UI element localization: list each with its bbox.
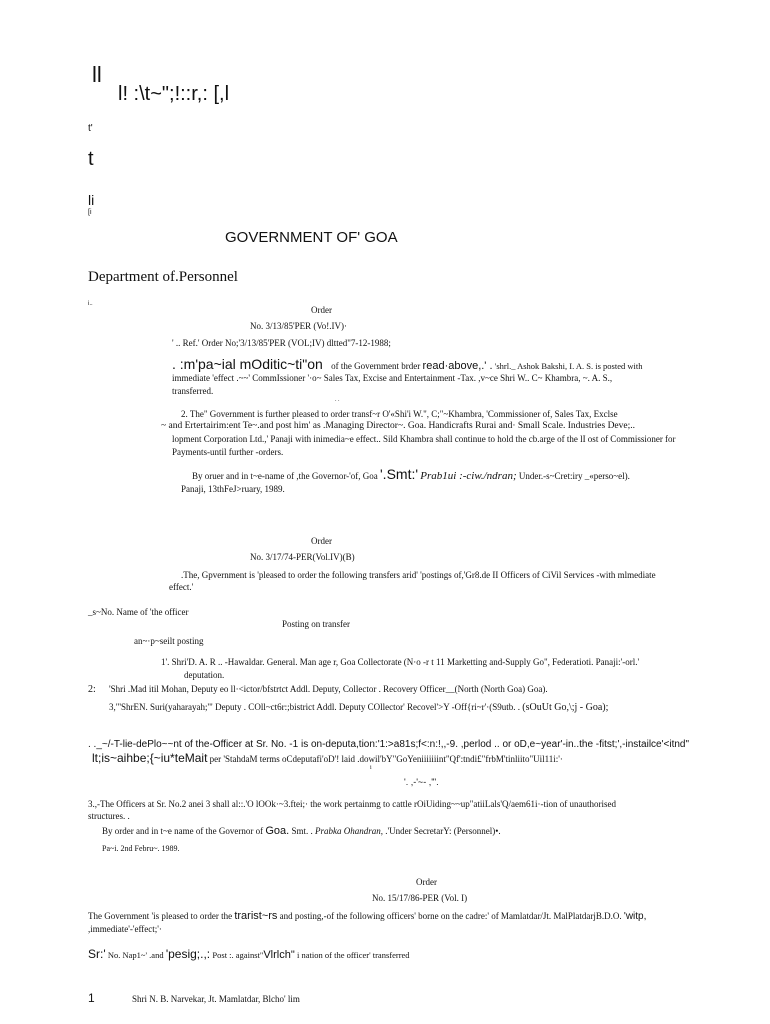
paragraph-line: effect.' — [169, 582, 194, 592]
paragraph-line: . ._~/-T-lie-dePlo~~nt of the-Officer at Sr. No. -1 is on-deputa,tion:'1:>a81s;f<:n:!,,-9. ,perlod .. or oD,e~year'-in..the -fitst;',-instailce'<itnd" — [88, 739, 690, 750]
paragraph-line: 3.,-The Officers at Sr. No.2 anei 3 shall al::.'O lOOk·~3.ftei;· the work pertainmg to cattle rOiUiding~~up"atiiLals'Q/aem61i·-tion of unauthorised — [88, 799, 616, 809]
order-number: No. 3/13/85'PER (Vo!.IV)· — [250, 321, 347, 331]
paragraph-line — [92, 752, 563, 764]
order-reference: ' .. Ref.' Order No;'3/13/85'PER (VOL;IV) dltted"7-12-1988; — [172, 338, 391, 348]
paragraph-fragment: lt;is~aihbe;{~iu*teMait — [92, 751, 208, 765]
paragraph-line — [88, 911, 646, 922]
table-row — [109, 703, 608, 713]
paragraph-line: lopment Corporation Ltd.,' Panaji with inimedia~e effect.. Sild Khambra shall continue to hold the cb.arge of the lI ost of Commissioner for — [172, 434, 676, 444]
signature-line — [102, 826, 501, 837]
signatory-name: Prabka Ohandran, — [314, 826, 383, 836]
scan-artifact: '. ,-'~- ,'". — [404, 777, 439, 787]
order-number: No. 15/17/86-PER (Vol. I) — [372, 893, 468, 903]
scan-artifact: i — [370, 765, 372, 771]
column-header: Sr:' — [88, 947, 106, 961]
paragraph-line: Payments-until further -orders. — [172, 447, 284, 457]
department-title: Department of.Personnel — [88, 269, 238, 285]
table-row: deputation. — [184, 670, 225, 680]
paragraph-fragment: . :m'pa~ial mOditic~ti"on — [172, 356, 323, 372]
column-header: Posting on transfer — [282, 619, 350, 629]
signature-fragment: Goa. — [265, 825, 290, 837]
column-header: 'pesig;.,: — [165, 947, 211, 961]
signature-fragment: By order and in t~e name of the Governor of — [102, 826, 264, 836]
signatory-name: Prab1ui :-ciw./ndran; — [420, 470, 517, 482]
order-date: Pa~i. 2nd Febru~. 1989. — [102, 844, 180, 853]
signature-fragment: '.Smt:' — [380, 466, 419, 482]
table-row: Shri N. B. Narvekar, Jt. Mamlatdar, Blcho' lim — [132, 994, 300, 1004]
scan-artifact: t' — [88, 123, 93, 134]
order-number: No. 3/17/74-PER(Vol.IV)(B) — [250, 552, 355, 562]
signature-fragment: Smt. . — [291, 826, 313, 836]
table-row: 1'. Shri'D. A. R .. -Hawaldar. General. Man age r, Goa Collectorate (N·o -r t 11 Marketting and-Supply Go", Federatioti. Panaji:'-orl.' — [161, 657, 640, 667]
column-header: Post :. against" — [212, 950, 264, 960]
paragraph-line: 2. The" Government is further pleased to order transf~r O'«Shi'i W.", C;"~Khambra, 'Commissioner of, Sales Tax, Exclse — [181, 409, 618, 419]
column-header: i nation of the officer' transferred — [297, 950, 410, 960]
scan-artifact: li — [88, 192, 95, 208]
scan-artifact: i.. — [88, 301, 93, 307]
row-fragment: 3,"'ShrEN. Suri(yaharayah;'" Deputy . COll~ct6r:;bistrict Addl. Deputy COllector' Recovel'>Y -Off{ri~r'·(S9utb. . — [109, 702, 521, 712]
row-fragment: (sOuUt Go,\;j - Goa); — [522, 702, 609, 713]
table-row: 'Shri .Mad itil Mohan, Deputy eo ll·<ictor/bfstrtct Addl. Deputy, Collector . Recovery Officer__(North (North Goa) Goa). — [109, 684, 548, 694]
row-number: 1 — [88, 991, 95, 1005]
column-header: _s~No. Name of 'the officer — [88, 607, 189, 617]
order-heading: Order — [416, 877, 437, 887]
column-header: No. Nap1~' .and — [107, 950, 164, 960]
order-date: Panaji, 13thFeJ>ruary, 1989. — [181, 484, 285, 494]
paragraph-fragment: 'witp, — [623, 911, 647, 922]
government-title: GOVERNMENT OF' GOA — [225, 229, 398, 246]
paragraph-line — [172, 357, 642, 372]
paragraph-fragment: 'shrl._ Ashok Bakshi, I. A. S. is posted with — [494, 361, 643, 371]
signature-fragment: Under.-s~Cret:iry _«perso~el). — [518, 471, 630, 481]
signature-fragment: .'Under SecretarY: (Personnel)•. — [385, 826, 501, 836]
scan-artifact: l! :\t~";!::r,: [,l — [118, 83, 230, 105]
paragraph-line: transferred. — [172, 386, 214, 396]
paragraph-fragment: per 'StahdaM terms oCdeputafi'oD'! laid .dowil'bY"GoYeniiiiiiint"Qf':tndi£"frbM'tinliito"Uil11i:'· — [209, 754, 563, 764]
column-header-line — [88, 948, 410, 961]
paragraph-fragment: trarist~rs — [234, 910, 278, 922]
paragraph-fragment: The Government 'is pleased to order the — [88, 911, 233, 921]
paragraph-fragment: of the Government brder — [331, 361, 421, 371]
signature-fragment: By oruer and in t~e-name of ,the Governor-'of, Goa — [192, 471, 378, 481]
paragraph-fragment: and posting,-of the following officers' borne on the cadre:' of Mamlatdar/Jt. MalPlatdarjB.D.O. — [279, 911, 622, 921]
scan-artifact: t — [88, 148, 94, 170]
scan-artifact: . . — [335, 397, 340, 403]
paragraph-line: immediate 'effect .~~' CommIssioner '·o~ Sales Tax, Excise and Entertainment -Tax. ,v~ce Shri W.. C~ Khambra, ~. A. S., — [172, 373, 613, 383]
order-heading: Order — [311, 536, 332, 546]
paragraph-line: structures. . — [88, 811, 130, 821]
scan-artifact: [i — [88, 209, 92, 216]
paragraph-line: ~ and Ertertairim:ent Te~.and post him' as .Managing Director~. Goa. Handicrafts Rurai and· Small Scale. Industries Deve;.. — [161, 421, 636, 431]
row-number: 2: — [88, 684, 96, 695]
order-heading: Order — [311, 305, 332, 315]
paragraph-line: .The, Gpvernment is 'pleased to order the following transfers arid' 'postings of,'Gr8.de II Officers of CiVil Services -with mlmediate — [181, 570, 656, 580]
paragraph-line: ,immediate'-'effect;'· — [88, 924, 162, 934]
column-header: an~·p~seilt posting — [134, 636, 204, 646]
scan-artifact: ll — [92, 62, 102, 87]
column-header: Vlrlch" — [263, 949, 295, 961]
paragraph-fragment: read·above,.' . — [422, 360, 493, 372]
signature-line — [192, 467, 630, 482]
